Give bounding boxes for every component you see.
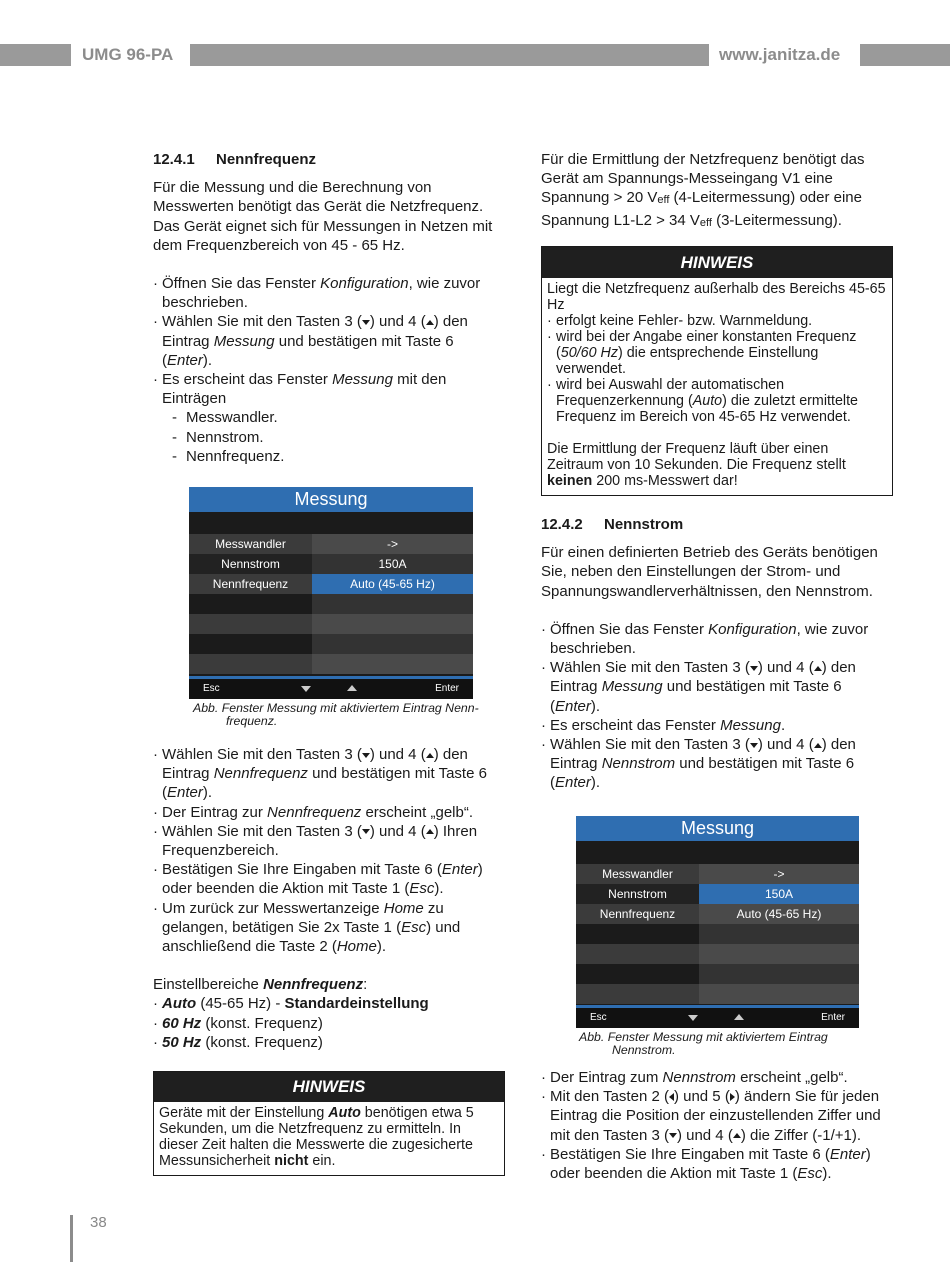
list-item: · Bestätigen Sie Ihre Eingaben mit Taste 6 (Enter) oder beenden die Aktion mit Taste 1 (Esc). xyxy=(541,1145,893,1183)
list-item: - Nennfrequenz. xyxy=(172,447,505,466)
notice-tail: Die Ermittlung der Frequenz läuft über einen Zeitraum von 10 Sekunden. Die Frequenz stellt keinen 200 ms-Messwert dar! xyxy=(547,441,846,489)
page-side-bar xyxy=(70,1215,73,1262)
arrow-up-icon xyxy=(426,753,434,758)
notice-title: HINWEIS xyxy=(154,1072,504,1102)
list-item: - Nennstrom. xyxy=(172,428,505,447)
left-column-bottom xyxy=(153,745,505,1052)
arrow-down-icon xyxy=(362,829,370,834)
notice-box-right xyxy=(541,246,893,496)
row-label: Nennfrequenz xyxy=(189,574,312,594)
screen-row xyxy=(189,554,473,574)
arrow-up-icon xyxy=(814,666,822,671)
header-product: UMG 96-PA xyxy=(82,45,174,64)
screen-row-empty xyxy=(576,964,859,984)
steps-list-2 xyxy=(153,745,505,956)
row-label: Messwandler xyxy=(189,534,312,554)
arrow-up-icon xyxy=(733,1133,741,1138)
figure-caption-2: Abb. Fenster Messung mit aktiviertem Eintrag Nennstrom. xyxy=(579,1030,828,1057)
right-column-middle xyxy=(541,515,893,793)
header-bar-right xyxy=(860,44,950,66)
softkey-enter: Enter xyxy=(435,683,459,694)
row-value: Auto (45-65 Hz) xyxy=(699,904,859,924)
section-number: 12.4.2 xyxy=(541,516,583,533)
list-item: · Mit den Tasten 2 ( ) und 5 ( ) ändern Sie für jeden Eintrag die Position der einzustellenden Ziffer und mit den Tasten 3 ( ) und 4 ( ) die Ziffer (-1/+1). xyxy=(541,1087,893,1145)
page-number: 38 xyxy=(90,1214,107,1231)
list-item: · Es erscheint das Fenster Messung. xyxy=(541,716,893,735)
screen-row-empty xyxy=(576,984,859,1004)
list-item: · Auto (45-65 Hz) - Standardeinstellung xyxy=(153,994,505,1013)
softkey-esc: Esc xyxy=(203,683,220,694)
steps-list-1 xyxy=(153,274,505,466)
softkey-enter: Enter xyxy=(821,1012,845,1023)
device-screen-nennfrequenz xyxy=(189,487,473,699)
softkey-up-icon xyxy=(734,1014,744,1020)
nennstrom-intro: Für einen definierten Betrieb des Geräts benötigen Sie, neben den Einstellungen der Strom- und Spannungswandlerverhältnissen, den Nennstrom. xyxy=(541,544,878,600)
ranges-title: Einstellbereiche Nennfrequenz: xyxy=(153,976,368,994)
screen-softkeys xyxy=(189,679,473,699)
notice-text xyxy=(542,278,892,492)
screen-row xyxy=(189,534,473,554)
notice-title: HINWEIS xyxy=(542,247,892,278)
notice-list xyxy=(547,313,887,425)
row-label: Nennstrom xyxy=(576,884,699,904)
list-item: · Wählen Sie mit den Tasten 3 ( ) und 4 ( ) den Eintrag Messung und bestätigen mit Taste 6 (Enter). xyxy=(153,312,505,370)
arrow-down-icon xyxy=(362,320,370,325)
row-label: Messwandler xyxy=(576,864,699,884)
list-item: · Öffnen Sie das Fenster Konfiguration, wie zuvor beschrieben. xyxy=(153,274,505,312)
row-label: Nennfrequenz xyxy=(576,904,699,924)
arrow-up-icon xyxy=(426,320,434,325)
screen-row-empty xyxy=(189,594,473,614)
list-item: · wird bei Auswahl der automatischen Frequenzerkennung (Auto) die zuletzt ermittelte Frequenz im Bereich von 45-65 Hz verwendet. xyxy=(547,377,887,425)
list-item: · Bestätigen Sie Ihre Eingaben mit Taste 6 (Enter) oder beenden die Aktion mit Taste 1 (Esc). xyxy=(153,860,505,898)
list-item: · Wählen Sie mit den Tasten 3 ( ) und 4 ( ) den Eintrag Nennfrequenz und bestätigen mit Taste 6 (Enter). xyxy=(153,745,505,803)
softkey-down-icon xyxy=(301,686,311,692)
section-title: Nennstrom xyxy=(604,516,684,533)
section-heading-nennstrom xyxy=(541,515,893,534)
list-item: · Wählen Sie mit den Tasten 3 ( ) und 4 ( ) Ihren Frequenzbereich. xyxy=(153,822,505,860)
arrow-down-icon xyxy=(362,753,370,758)
list-item: · Der Eintrag zur Nennfrequenz erscheint „gelb“. xyxy=(153,803,505,822)
right-column-top xyxy=(541,150,893,233)
list-item: · 60 Hz (konst. Frequenz) xyxy=(153,1014,505,1033)
row-value: 150A xyxy=(312,554,473,574)
screen-softkeys xyxy=(576,1008,859,1028)
softkey-down-icon xyxy=(688,1015,698,1021)
arrow-down-icon xyxy=(750,743,758,748)
list-item: · Es erscheint das Fenster Messung mit den Einträgen - Messwandler. - Nennstrom. - Nennfrequenz. xyxy=(153,370,505,466)
row-value-highlight: Auto (45-65 Hz) xyxy=(312,574,473,594)
screen-row-selected xyxy=(189,574,473,594)
section-title: Nennfrequenz xyxy=(216,151,317,168)
screen-row-empty xyxy=(576,944,859,964)
arrow-up-icon xyxy=(426,829,434,834)
sub-list xyxy=(162,408,505,466)
screen-row-empty xyxy=(189,654,473,674)
figure-caption-1: Abb. Fenster Messung mit aktiviertem Eintrag Nenn- frequenz. xyxy=(193,701,479,728)
device-screen-nennstrom xyxy=(576,816,859,1028)
list-item: · Der Eintrag zum Nennstrom erscheint „gelb“. xyxy=(541,1068,893,1087)
screen-row-empty xyxy=(189,614,473,634)
list-item: · erfolgt keine Fehler- bzw. Warnmeldung. xyxy=(547,313,887,329)
list-item: · Wählen Sie mit den Tasten 3 ( ) und 4 ( ) den Eintrag Nennstrom und bestätigen mit Taste 6 (Enter). xyxy=(541,735,893,793)
list-item: · wird bei der Angabe einer konstanten Frequenz (50/60 Hz) die entsprechende Einstellung verwendet. xyxy=(547,329,887,377)
row-value: -> xyxy=(699,864,859,884)
intro-paragraph: Für die Messung und die Berechnung von Messwerten benötigt das Gerät die Netzfrequenz. Das Gerät eignet sich für Messungen in Netzen mit dem Frequenzbereich von 45 - 65 Hz. xyxy=(153,179,493,254)
right-column-bottom xyxy=(541,1068,893,1183)
screen-title: Messung xyxy=(189,487,473,512)
row-value: -> xyxy=(312,534,473,554)
list-item: · Wählen Sie mit den Tasten 3 ( ) und 4 ( ) den Eintrag Messung und bestätigen mit Taste 6 (Enter). xyxy=(541,658,893,716)
ranges-list xyxy=(153,994,505,1052)
arrow-down-icon xyxy=(669,1133,677,1138)
header-website: www.janitza.de xyxy=(719,45,841,64)
steps-list-3 xyxy=(541,620,893,793)
arrow-down-icon xyxy=(750,666,758,671)
left-column-top xyxy=(153,150,505,466)
screen-row-empty xyxy=(576,924,859,944)
notice-box-left xyxy=(153,1071,505,1176)
notice-text: Geräte mit der Einstellung Auto benötigen etwa 5 Sekunden, um die Netzfrequenz zu ermitteln. In dieser Zeit halten die Messwerte die zugesicherte Messunsicherheit nicht ein. xyxy=(159,1105,474,1169)
screen-row-selected xyxy=(576,884,859,904)
screen-row-empty xyxy=(189,634,473,654)
screen-title: Messung xyxy=(576,816,859,841)
list-item: · 50 Hz (konst. Frequenz) xyxy=(153,1033,505,1052)
arrow-up-icon xyxy=(814,743,822,748)
softkey-up-icon xyxy=(347,685,357,691)
section-heading-nennfrequenz xyxy=(153,150,505,169)
list-item: · Um zurück zur Messwertanzeige Home zu gelangen, betätigen Sie 2x Taste 1 (Esc) und anschließend die Taste 2 (Home). xyxy=(153,899,505,957)
softkey-esc: Esc xyxy=(590,1012,607,1023)
header-bar-left xyxy=(0,44,71,66)
frequency-intro: Für die Ermittlung der Netzfrequenz benötigt das Gerät am Spannungs-Messeingang V1 eine Spannung > 20 $V_{eff}$ (4-Leitermessung) oder eine Spannung L1-L2 > 34 $V_{eff}$ (3-Leitermessung). xyxy=(541,151,865,229)
section-number: 12.4.1 xyxy=(153,151,195,168)
screen-row xyxy=(576,864,859,884)
list-item: · Öffnen Sie das Fenster Konfiguration, wie zuvor beschrieben. xyxy=(541,620,893,658)
steps-list-4 xyxy=(541,1068,893,1183)
row-label: Nennstrom xyxy=(189,554,312,574)
header-bar-middle xyxy=(190,44,709,66)
row-value-highlight: 150A xyxy=(699,884,859,904)
notice-lead: Liegt die Netzfrequenz außerhalb des Bereichs 45-65 Hz xyxy=(547,281,886,313)
list-item: - Messwandler. xyxy=(172,408,505,427)
screen-row xyxy=(576,904,859,924)
